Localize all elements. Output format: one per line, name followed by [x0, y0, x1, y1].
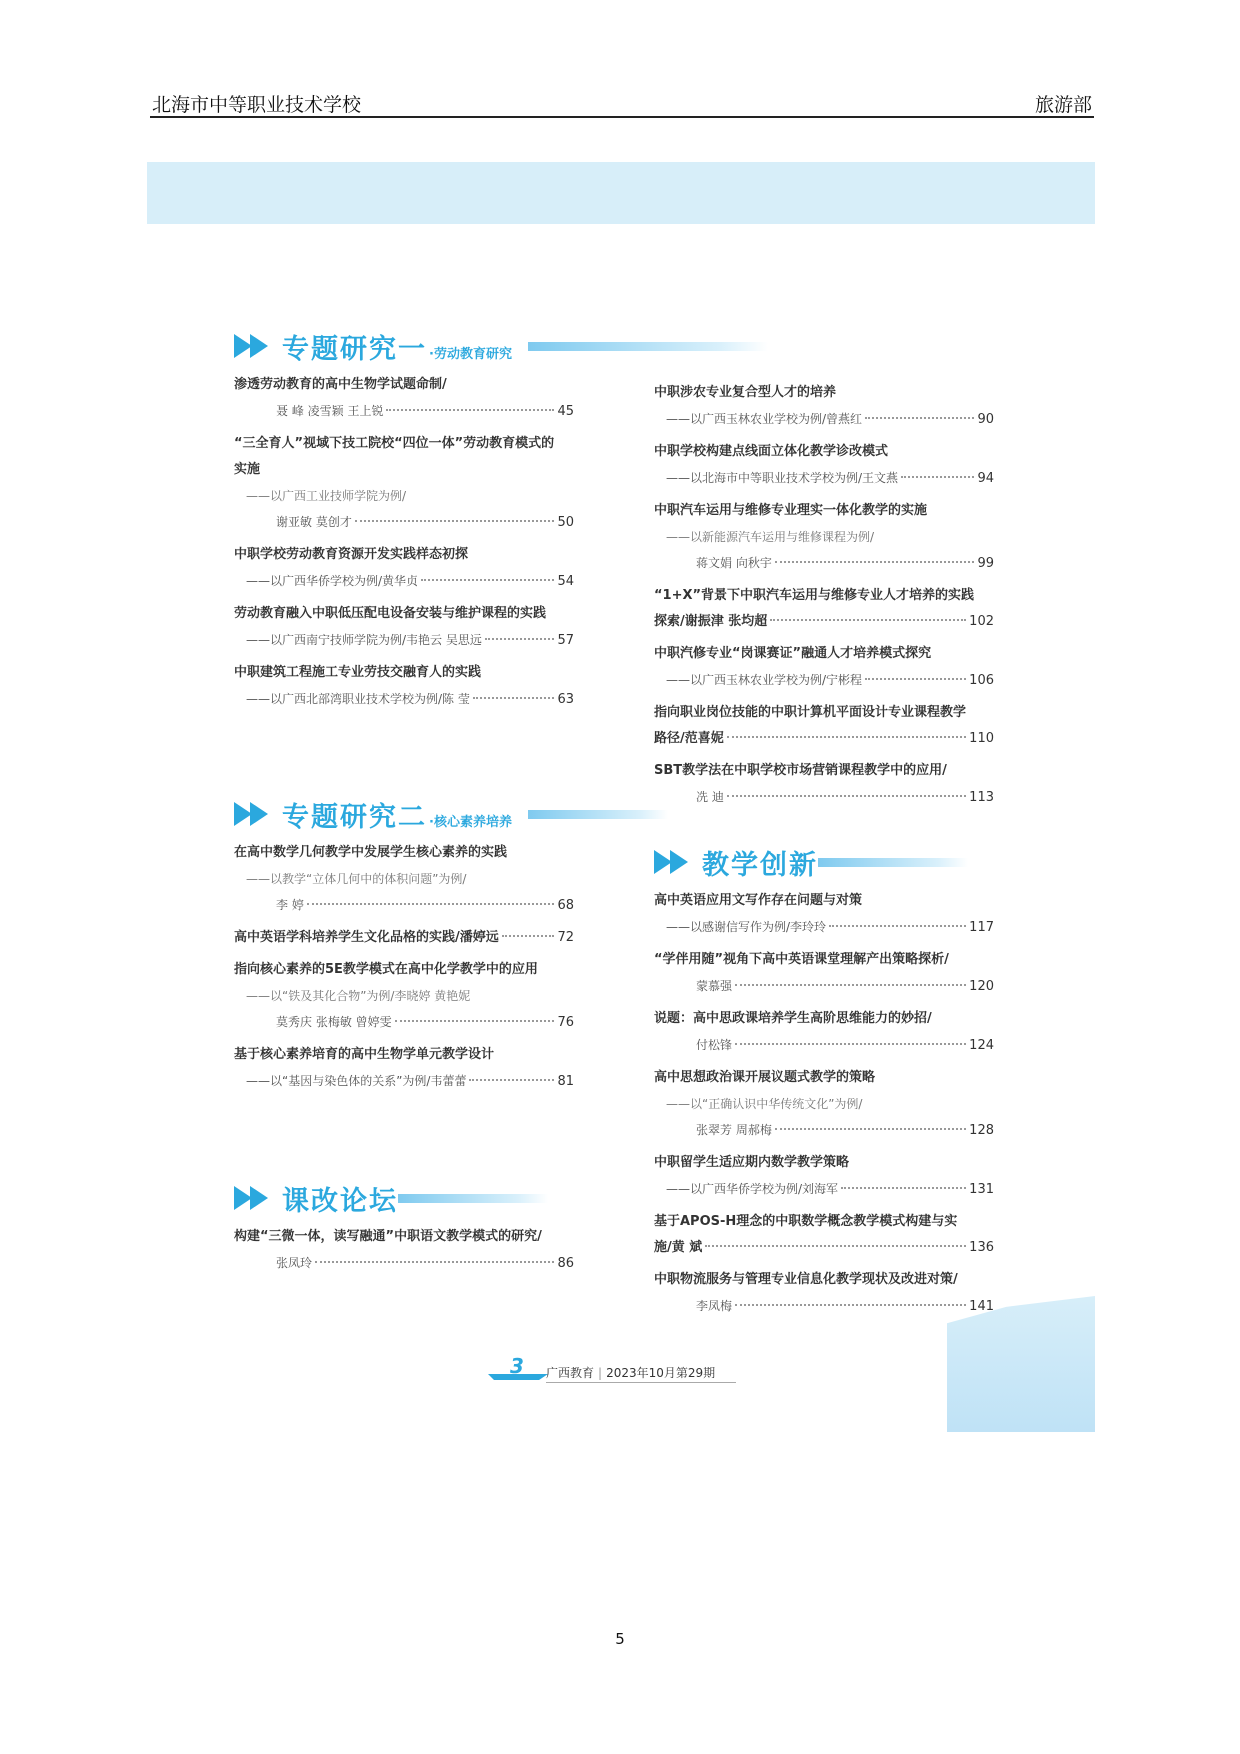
entry-title: SBT教学法在中职学校市场营销课程教学中的应用/ — [654, 763, 947, 778]
entry-page-number: 136 — [969, 1240, 994, 1255]
entry-subtitle — [234, 866, 574, 892]
dot-leader — [485, 638, 555, 640]
entry-page-number: 141 — [969, 1299, 994, 1314]
section-rule — [398, 1194, 548, 1203]
entry-page-line — [654, 726, 994, 752]
entry-subtitle-text: ——以“铁及其化合物”为例/李晓婷 黄艳妮 — [246, 989, 471, 1003]
dot-leader — [307, 903, 555, 905]
entry-authors: 付松锋 — [696, 1038, 733, 1052]
toc-entry — [654, 498, 994, 577]
entry-subtitle: ——以“基因与染色体的关系”为例/韦蕾蕾 — [246, 1074, 467, 1088]
entry-page-number: 113 — [969, 790, 994, 805]
entry-page-line — [654, 784, 994, 811]
section-title-text: 专题研究一 — [282, 334, 427, 365]
magazine-issue: 广西教育 | 2023年10月第29期 — [546, 1366, 716, 1380]
section-title — [282, 327, 512, 366]
entry-authors: 李 婷 — [276, 898, 304, 912]
entry-page-line — [654, 1176, 994, 1203]
entry-title: 在高中数学几何教学中发展学生核心素养的实践 — [234, 845, 508, 860]
entry-page-line — [654, 1117, 994, 1144]
magazine-name: 广西教育 — [546, 1366, 595, 1380]
entry-authors: 莫秀庆 张梅敏 曾婷雯 — [276, 1015, 392, 1029]
entry-page-number: 72 — [557, 930, 574, 945]
dot-leader — [775, 1128, 966, 1130]
dot-leader — [395, 1020, 555, 1022]
entry-page-line — [234, 627, 574, 654]
toc-entry — [234, 601, 574, 654]
entry-page-number: 106 — [969, 673, 994, 688]
entry-page-line — [654, 914, 994, 941]
entry-page-number: 99 — [977, 556, 994, 571]
entry-authors: 蒋文娟 向秋宇 — [696, 556, 772, 570]
entry-title-continued: 高中英语学科培养学生文化品格的实践/潘婷远 — [234, 930, 499, 945]
magazine-page-number: 3 — [510, 1354, 524, 1378]
entry-title: 高中英语应用文写作存在问题与对策 — [654, 893, 863, 908]
entry-title: “三全育人”视域下技工院校“四位一体”劳动教育模式的 — [234, 436, 555, 451]
entry-authors: 蒙慕强 — [696, 979, 733, 993]
toc-entry — [234, 1042, 574, 1095]
toc-entry — [234, 660, 574, 713]
entry-subtitle: ——以感谢信写作为例/李玲玲 — [666, 920, 827, 934]
entry-page-line — [234, 686, 574, 713]
toc-entry — [654, 947, 994, 1000]
section-heading — [234, 1174, 574, 1218]
dot-leader — [735, 1043, 966, 1045]
section-title-text: 课改论坛 — [282, 1186, 398, 1217]
arrow-icon — [250, 802, 268, 826]
entry-authors: 冼 迪 — [696, 790, 724, 804]
entry-subtitle — [234, 983, 574, 1009]
entry-title: 中职物流服务与管理专业信息化教学现状及改进对策/ — [654, 1272, 958, 1287]
entry-page-line — [234, 1009, 574, 1036]
toc-entry — [654, 641, 994, 694]
entry-page-line — [234, 1068, 574, 1095]
entry-subtitle: ——以广西玉林农业学校为例/曾燕红 — [666, 412, 863, 426]
toc-entry — [234, 957, 574, 1036]
entry-page-number: 131 — [969, 1182, 994, 1197]
section-topic-two — [234, 790, 574, 1101]
section-title — [282, 795, 512, 834]
entry-page-number: 54 — [557, 574, 574, 589]
entry-subtitle: ——以广西华侨学校为例/黄华贞 — [246, 574, 419, 588]
toc-entry — [654, 1209, 994, 1261]
page-number: 5 — [615, 1630, 625, 1648]
entry-page-line — [234, 925, 574, 951]
footer-underline — [546, 1382, 736, 1383]
section-rule — [818, 858, 968, 867]
dot-leader — [469, 1079, 554, 1081]
section-teaching-innovation — [654, 838, 994, 1326]
section-heading — [654, 838, 994, 882]
toc-entry — [654, 1065, 994, 1144]
section-heading — [234, 322, 574, 366]
entry-subtitle-text: ——以教学“立体几何中的体积问题”为例/ — [246, 872, 467, 886]
entry-subtitle — [654, 1091, 994, 1117]
entry-subtitle: ——以广西华侨学校为例/刘海军 — [666, 1182, 839, 1196]
dot-leader — [421, 579, 554, 581]
entry-title: 中职学校劳动教育资源开发实践样态初探 — [234, 547, 469, 562]
entry-page-number: 124 — [969, 1038, 994, 1053]
dot-leader — [865, 417, 974, 419]
entry-title: 中职汽车运用与维修专业理实一体化教学的实施 — [654, 503, 928, 518]
section-rule — [528, 810, 668, 819]
entry-title: 中职汽修专业“岗课赛证”融通人才培养模式探究 — [654, 646, 932, 661]
dot-leader — [727, 736, 966, 738]
entry-title: 中职留学生适应期内数学教学策略 — [654, 1155, 850, 1170]
entry-page-number: 94 — [977, 471, 994, 486]
dot-leader — [502, 935, 555, 937]
dot-leader — [775, 561, 975, 563]
entry-page-line — [234, 398, 574, 425]
section-title — [702, 843, 818, 882]
header-band — [147, 162, 1095, 224]
dot-leader — [841, 1187, 966, 1189]
entry-title: 中职学校构建点线面立体化教学诊改模式 — [654, 444, 889, 459]
entry-authors: 聂 峰 凌雪颖 王上锐 — [276, 404, 384, 418]
dot-leader — [473, 697, 555, 699]
entry-page-line — [654, 609, 994, 635]
entry-title: “1+X”背景下中职汽车运用与维修专业人才培养的实践 — [654, 588, 975, 603]
arrow-icon — [250, 1186, 268, 1210]
arrow-icon — [250, 334, 268, 358]
section-curriculum-forum — [234, 1174, 574, 1283]
entry-page-line — [654, 1032, 994, 1059]
entry-page-line — [654, 667, 994, 694]
section-title — [282, 1179, 398, 1218]
toc-entry — [234, 542, 574, 595]
dot-leader — [901, 476, 974, 478]
toc-entry — [654, 1267, 994, 1320]
dot-leader — [315, 1261, 554, 1263]
entry-title: “学伴用随”视角下高中英语课堂理解产出策略探析/ — [654, 952, 949, 967]
entry-title: 基于核心素养培育的高中生物学单元教学设计 — [234, 1047, 495, 1062]
entry-authors: 谢亚敏 莫创才 — [276, 515, 352, 529]
entry-authors: 李凤梅 — [696, 1299, 733, 1313]
dot-leader — [355, 520, 555, 522]
section-heading — [234, 790, 574, 834]
entry-title: 基于APOS-H理念的中职数学概念教学模式构建与实 — [654, 1214, 958, 1229]
entry-page-line — [234, 892, 574, 919]
section-title-text: 专题研究二 — [282, 802, 427, 833]
dot-leader — [727, 795, 966, 797]
entry-authors: 张凤玲 — [276, 1256, 313, 1270]
entry-subtitle: ——以北海市中等职业技术学校为例/王文燕 — [666, 471, 899, 485]
entry-title: 中职涉农专业复合型人才的培养 — [654, 385, 837, 400]
entry-page-number: 117 — [969, 920, 994, 935]
section-topic-one-continued — [654, 380, 994, 817]
entry-subtitle-text: ——以广西工业技师学院为例/ — [246, 489, 407, 503]
entry-title: 劳动教育融入中职低压配电设备安装与维护课程的实践 — [234, 606, 547, 621]
entry-page-line — [234, 509, 574, 536]
entry-subtitle — [654, 524, 994, 550]
dot-leader — [735, 984, 966, 986]
entry-title: 中职建筑工程施工专业劳技交融育人的实践 — [234, 665, 482, 680]
entry-title-continued: 路径/范喜妮 — [654, 731, 724, 746]
section-subtitle: ·劳动教育研究 — [429, 347, 512, 362]
section-title-text: 教学创新 — [702, 850, 818, 881]
entry-page-number: 50 — [557, 515, 574, 530]
dot-leader — [865, 678, 966, 680]
entry-title: 渗透劳动教育的高中生物学试题命制/ — [234, 377, 447, 392]
issue-label: 2023年10月第29期 — [606, 1366, 716, 1380]
entry-authors: 张翠芳 周郝梅 — [696, 1123, 772, 1137]
entry-page-number: 63 — [557, 692, 574, 707]
section-rule — [528, 342, 768, 351]
entry-page-number: 68 — [557, 898, 574, 913]
toc-entry — [654, 888, 994, 941]
dot-leader — [735, 1304, 966, 1306]
entry-page-number: 86 — [557, 1256, 574, 1271]
toc-entry — [234, 431, 574, 536]
entry-title: 实施 — [234, 462, 261, 477]
entry-title: 构建“三微一体，读写融通”中职语文教学模式的研究/ — [234, 1229, 542, 1244]
entry-page-line — [234, 1250, 574, 1277]
entry-page-number: 45 — [557, 404, 574, 419]
entry-page-line — [654, 406, 994, 433]
page-header — [150, 88, 1094, 118]
entry-page-number: 120 — [969, 979, 994, 994]
entry-subtitle-text: ——以新能源汽车运用与维修课程为例/ — [666, 530, 875, 544]
arrow-icon — [670, 850, 688, 874]
entry-page-line — [234, 568, 574, 595]
entry-subtitle: ——以广西北部湾职业技术学校为例/陈 莹 — [246, 692, 470, 706]
entry-page-number: 57 — [557, 633, 574, 648]
toc-entry — [654, 380, 994, 433]
entry-title: 高中思想政治课开展议题式教学的策略 — [654, 1070, 876, 1085]
entry-title-continued: 探索/谢振津 张均超 — [654, 614, 768, 629]
toc-entry — [654, 1006, 994, 1059]
toc-entry — [234, 1224, 574, 1277]
toc-entry — [654, 583, 994, 635]
entry-subtitle-text: ——以“正确认识中华传统文化”为例/ — [666, 1097, 863, 1111]
dot-leader — [386, 409, 554, 411]
toc-entry — [654, 758, 994, 811]
magazine-footer — [488, 1354, 748, 1384]
entry-page-number: 128 — [969, 1123, 994, 1138]
entry-title-continued: 施/黄 斌 — [654, 1240, 703, 1255]
dot-leader — [770, 619, 966, 621]
toc-entry — [654, 1150, 994, 1203]
entry-page-line — [654, 465, 994, 492]
toc-entry — [234, 925, 574, 951]
entry-page-number: 110 — [969, 731, 994, 746]
dot-leader — [705, 1245, 966, 1247]
entry-subtitle — [234, 483, 574, 509]
toc-entry — [234, 840, 574, 919]
entry-page-line — [654, 550, 994, 577]
section-topic-one — [234, 322, 574, 719]
entry-page-number: 90 — [977, 412, 994, 427]
entry-title: 指向核心素养的5E教学模式在高中化学教学中的应用 — [234, 962, 538, 977]
school-name: 北海市中等职业技术学校 — [152, 94, 362, 116]
entry-page-number: 102 — [969, 614, 994, 629]
section-subtitle: ·核心素养培养 — [429, 815, 512, 830]
entry-subtitle: ——以广西玉林农业学校为例/宁彬程 — [666, 673, 863, 687]
dot-leader — [829, 925, 966, 927]
toc-entry — [654, 439, 994, 492]
entry-subtitle: ——以广西南宁技师学院为例/韦艳云 吴思远 — [246, 633, 482, 647]
entry-page-line — [654, 1235, 994, 1261]
entry-title: 说题：高中思政课培养学生高阶思维能力的妙招/ — [654, 1011, 932, 1026]
department-name: 旅游部 — [1034, 94, 1092, 116]
entry-page-line — [654, 1293, 994, 1320]
entry-title: 指向职业岗位技能的中职计算机平面设计专业课程教学 — [654, 705, 967, 720]
entry-page-number: 81 — [557, 1074, 574, 1089]
entry-page-number: 76 — [557, 1015, 574, 1030]
entry-page-line — [654, 973, 994, 1000]
toc-entry — [234, 372, 574, 425]
toc-entry — [654, 700, 994, 752]
